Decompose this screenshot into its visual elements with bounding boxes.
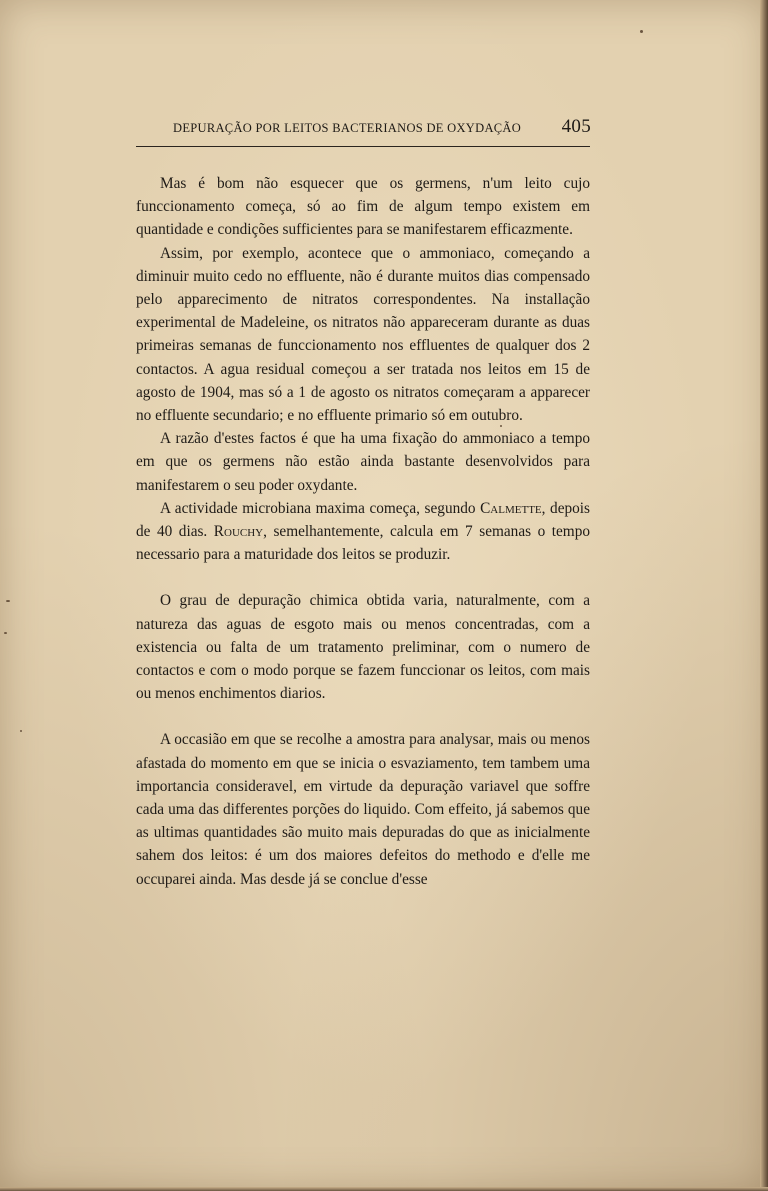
header-rule xyxy=(136,146,590,147)
paper-speck xyxy=(640,30,643,33)
author-name: Rouchy xyxy=(213,523,264,541)
body-text xyxy=(136,172,590,891)
paper-speck xyxy=(6,600,10,602)
paragraph xyxy=(136,497,590,567)
running-head xyxy=(173,116,593,140)
paragraph-text: A actividade microbiana maxima começa, segundo xyxy=(160,499,481,517)
page-edge-bottom xyxy=(0,1187,768,1191)
paper-speck xyxy=(4,632,7,634)
page-number: 405 xyxy=(561,116,591,137)
paragraph: Mas é bom não esquecer que os germens, n'um leito cujo funccionamento começa, só ao fim de algum tempo existem em quantidade e condições sufficientes para se manifestarem efficazmente. xyxy=(136,175,590,239)
paragraph: A razão d'estes factos é que ha uma fixação do ammoniaco a tempo em que os germens não estão ainda bastante desenvolvidos para manifestarem o seu poder oxydante. xyxy=(136,430,590,494)
paper-speck xyxy=(20,730,22,732)
paragraph: Assim, por exemplo, acontece que o ammoniaco, começando a diminuir muito cedo no effluente, não é durante muitos dias compensado pelo apparecimento de nitratos correspondentes. Na installação experimental de Madeleine, os nitratos não appareceram durante as duas primeiras semanas de funccionamento nos effluentes de qualquer dos 2 contactos. A agua residual começou a ser tratada nos leitos em 15 de agosto de 1904, mas só a 1 de agosto os nitratos começaram a apparecer no effluente secundario; e no effluente primario só em outubro. xyxy=(136,244,590,425)
running-title: DEPURAÇÃO POR LEITOS BACTERIANOS DE OXYDAÇÃO xyxy=(173,121,522,135)
author-name: Calmette xyxy=(480,499,542,517)
paragraph: O grau de depuração chimica obtida varia, naturalmente, com a natureza das aguas de esgoto mais ou menos concentradas, com a existencia ou falta de um tratamento preliminar, com o numero de contactos e com o modo porque se fazem funccionar os leitos, com mais ou menos enchimentos diarios. xyxy=(136,592,590,703)
paragraph: A occasião em que se recolhe a amostra para analysar, mais ou menos afastada do momento em que se inicia o esvaziamento, tem tambem uma importancia consideravel, em virtude da depuração variavel que soffre cada uma das differentes porções do liquido. Com effeito, já sabemos que as ultimas quantidades são muito mais depuradas do que as inicialmente sahem dos leitos: é um dos maiores defeitos do methodo e d'elle me occuparei ainda. Mas desde já se conclue d'esse xyxy=(136,731,590,888)
paragraph-text: , depois de 40 dias. xyxy=(136,499,590,541)
page-edge-right xyxy=(760,0,768,1191)
paragraph-text: , semelhantemente, calcula em 7 semanas o tempo necessario para a maturidade dos leitos se produzir. xyxy=(136,523,590,564)
